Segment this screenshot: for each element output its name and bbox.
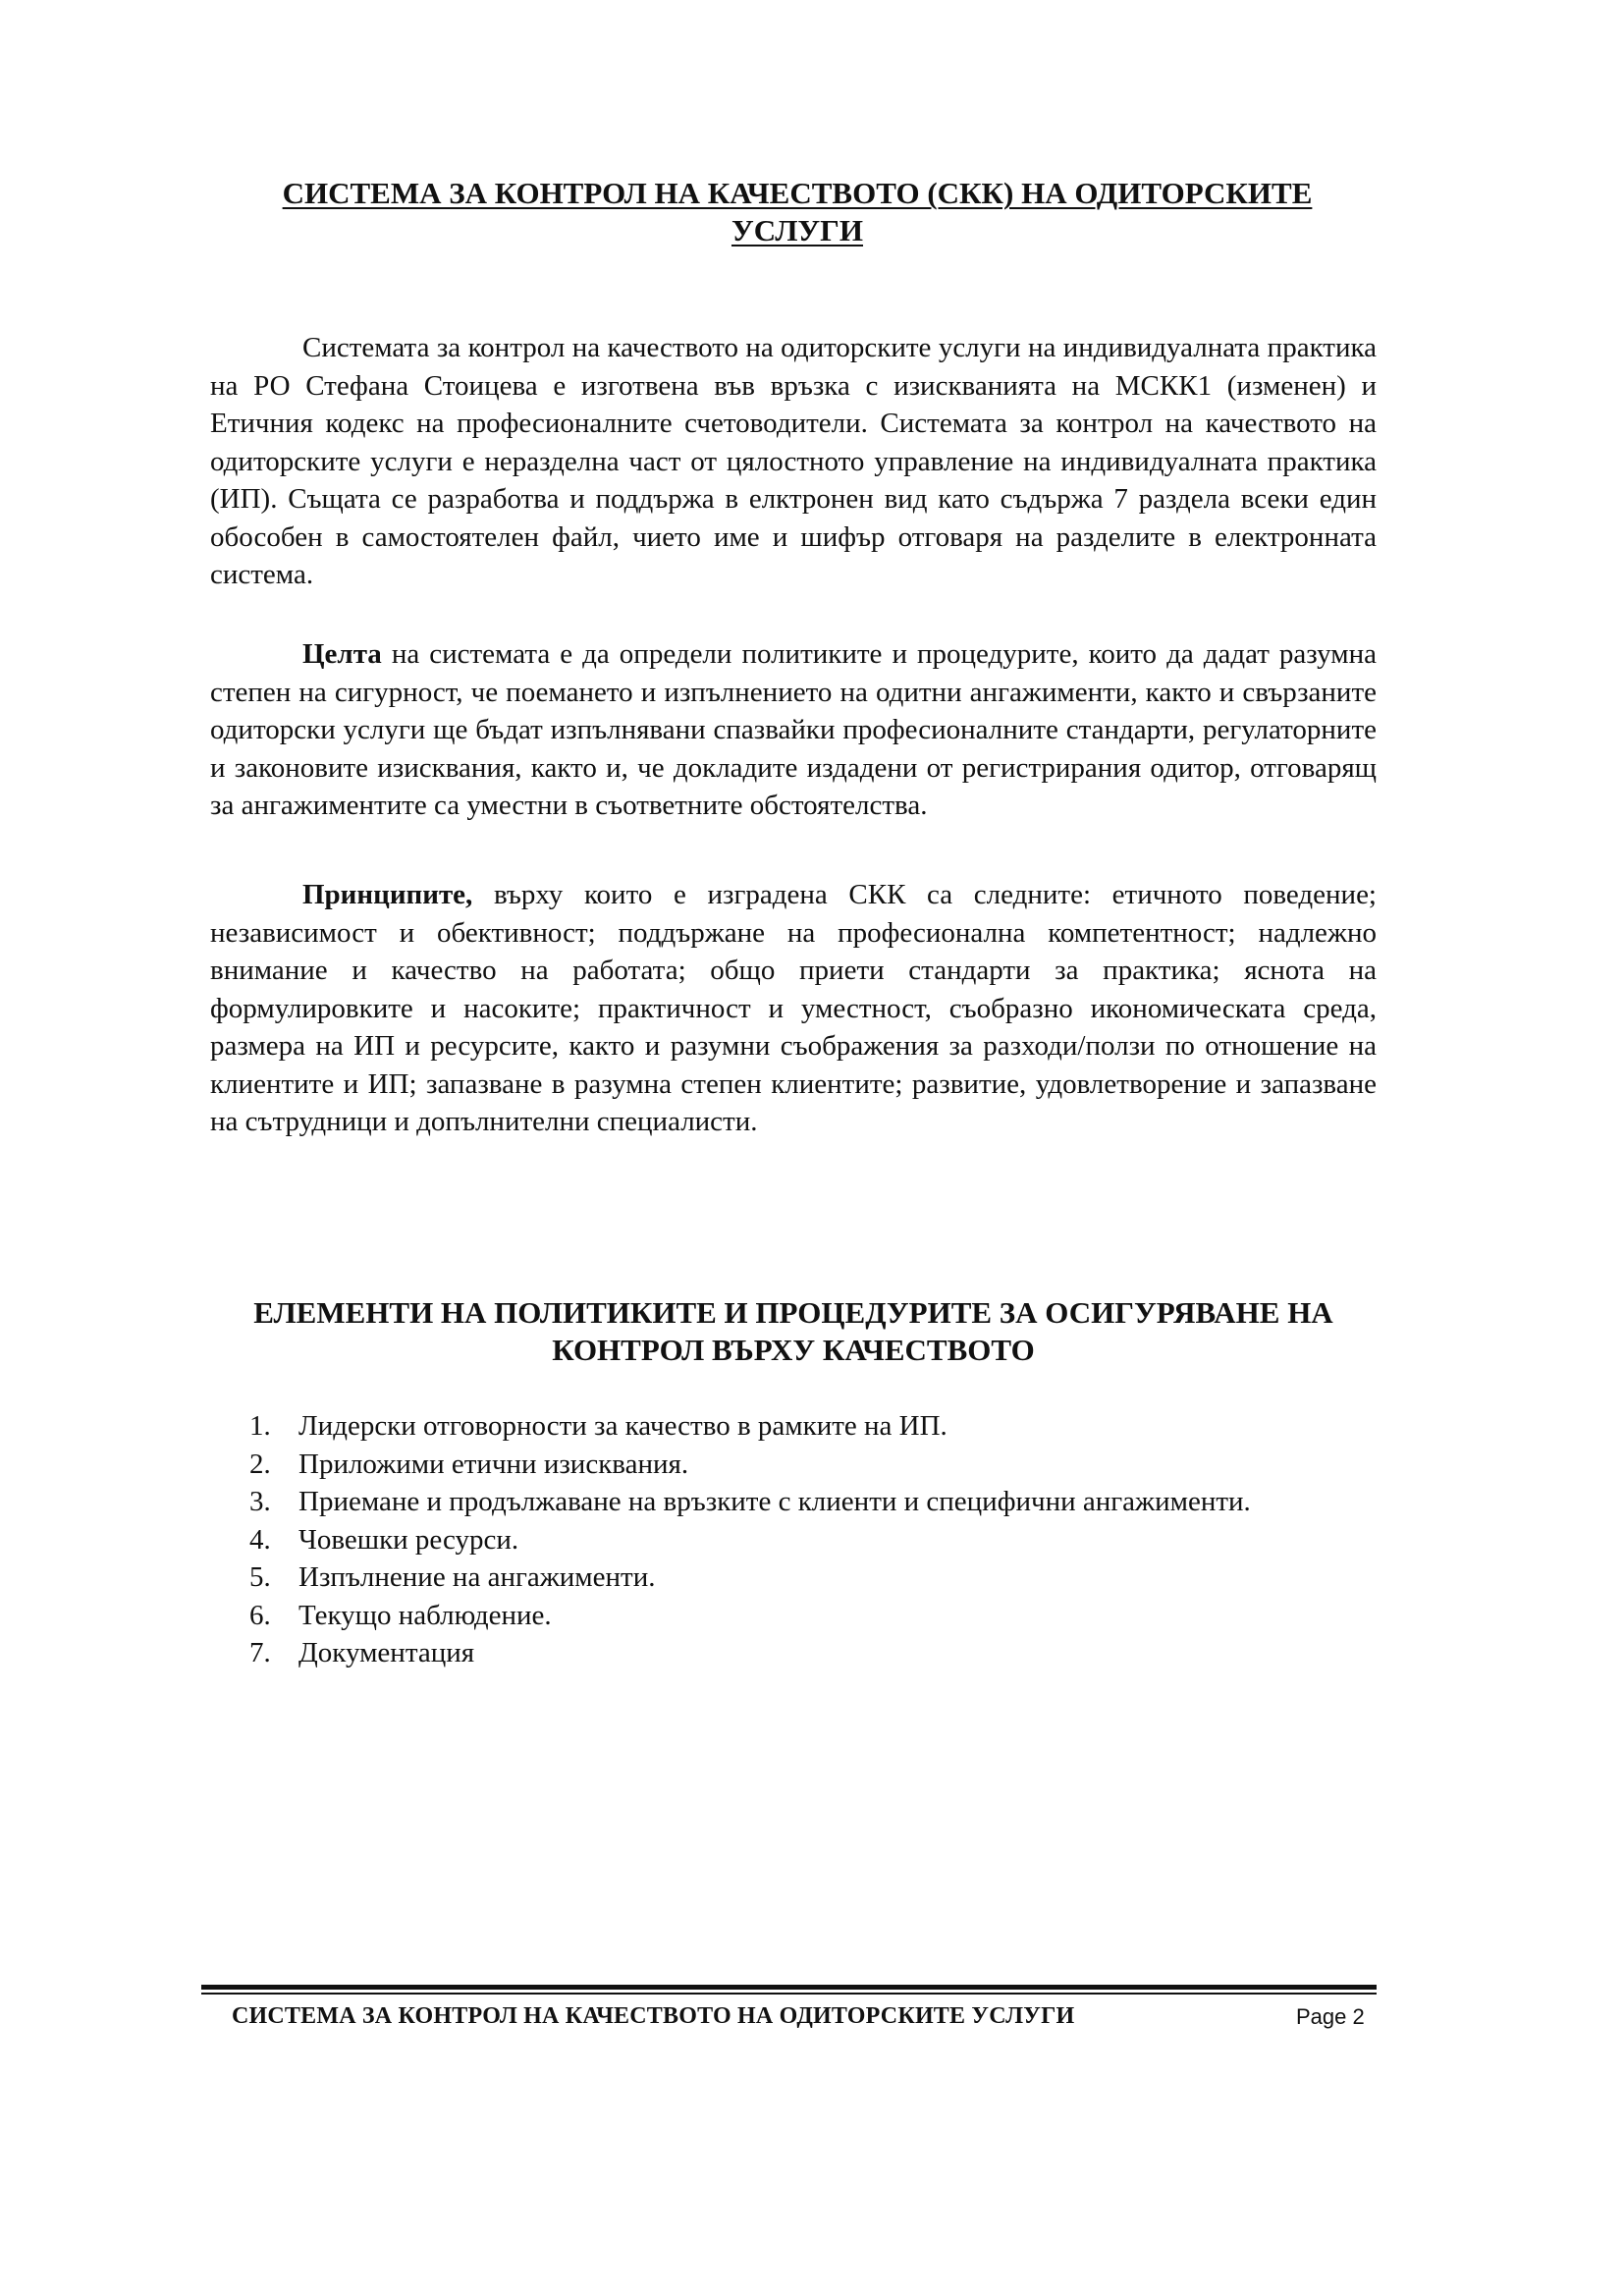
section-title: ЕЛЕМЕНТИ НА ПОЛИТИКИТЕ И ПРОЦЕДУРИТЕ ЗА ОСИГУРЯВАНЕ НА КОНТРОЛ ВЪРХУ КАЧЕСТВОТО xyxy=(253,1295,1333,1367)
list-item xyxy=(236,1634,1377,1672)
list-item-text: Документация xyxy=(298,1637,475,1668)
page-number: Page 2 xyxy=(1296,2004,1365,2029)
goal-paragraph xyxy=(210,635,1377,825)
list-item xyxy=(236,1407,1377,1446)
principles-text: върху които е изградена СКК са следните: етичното поведение; независимост и обективност; поддържане на професионална компетентност; надлежно внимание и качество на работата; общо приети стандарти за практика; яснота на формулировките и насоките; практичност и уместност, съобразно икономическата среда, размера на ИП и ресурсите, както и разумни съображения за разходи/ползи по отношение на клиентите и ИП; запазване в разумна степен клиентите; развитие, удовлетворение и запазване на сътрудници и допълнителни специалисти. xyxy=(210,879,1377,1137)
list-item-number: 5. xyxy=(249,1561,271,1593)
goal-paragraph-text xyxy=(210,635,1377,825)
list-item xyxy=(236,1521,1377,1559)
list-item-number: 6. xyxy=(249,1599,271,1631)
elements-list xyxy=(236,1407,1377,1672)
list-item xyxy=(236,1446,1377,1484)
principles-paragraph xyxy=(210,876,1377,1141)
list-item-text: Изпълнение на ангажименти. xyxy=(298,1561,656,1593)
list-item-number: 2. xyxy=(249,1448,271,1480)
goal-text: на системата е да определи политиките и процедурите, които да дадат разумна степен на сигурност, че поемането и изпълнението на одитни ангажименти, както и свързаните одиторски услуги ще бъдат изпълнявани спазвайки професионалните стандарти, регулаторните и законовите изисквания, както и, че докладите издадени от регистрирания одитор, отговарящ за ангажиментите са уместни в съответните обстоятелства. xyxy=(210,638,1377,821)
list-item-number: 4. xyxy=(249,1523,271,1556)
footer-title: СИСТЕМА ЗА КОНТРОЛ НА КАЧЕСТВОТО НА ОДИТОРСКИТЕ УСЛУГИ xyxy=(232,2003,1075,2029)
list-item-text: Приемане и продължаване на връзките с клиенти и специфични ангажименти. xyxy=(298,1486,1251,1517)
list-item-text: Човешки ресурси. xyxy=(298,1523,519,1556)
footer-divider xyxy=(201,1985,1377,1990)
intro-paragraph xyxy=(210,329,1377,594)
list-item-number: 3. xyxy=(249,1486,271,1517)
list-item-number: 7. xyxy=(249,1637,271,1668)
list-item-number: 1. xyxy=(249,1410,271,1442)
list-item-text: Приложими етични изисквания. xyxy=(298,1448,689,1480)
list-item xyxy=(236,1558,1377,1597)
principles-paragraph-text xyxy=(210,876,1377,1141)
document-title: СИСТЕМА ЗА КОНТРОЛ НА КАЧЕСТВОТО (СКК) НА ОДИТОРСКИТЕ УСЛУГИ xyxy=(282,176,1313,247)
principles-lead: Принципите, xyxy=(302,879,473,910)
footer-divider-thin xyxy=(201,1993,1377,1995)
list-item xyxy=(236,1483,1377,1521)
list-item-text: Лидерски отговорности за качество в рамките на ИП. xyxy=(298,1410,947,1442)
list-item-text: Текущо наблюдение. xyxy=(298,1599,552,1631)
list-item xyxy=(236,1597,1377,1635)
goal-lead: Целта xyxy=(302,638,382,670)
intro-paragraph-text: Системата за контрол на качеството на одиторските услуги на индивидуалната практика на РО Стефана Стоицева е изготвена във връзка с изискванията на МСКК1 (изменен) и Етичния кодекс на професионалните счетоводители. Системата за контрол на качеството на одиторските услуги е неразделна част от цялостното управление на индивидуалната практика (ИП). Същата се разработва и поддържа в елктронен вид като съдържа 7 раздела всеки един обособен в самостоятелен файл, чието име и шифър отговаря на разделите в електронната система. xyxy=(210,332,1377,590)
